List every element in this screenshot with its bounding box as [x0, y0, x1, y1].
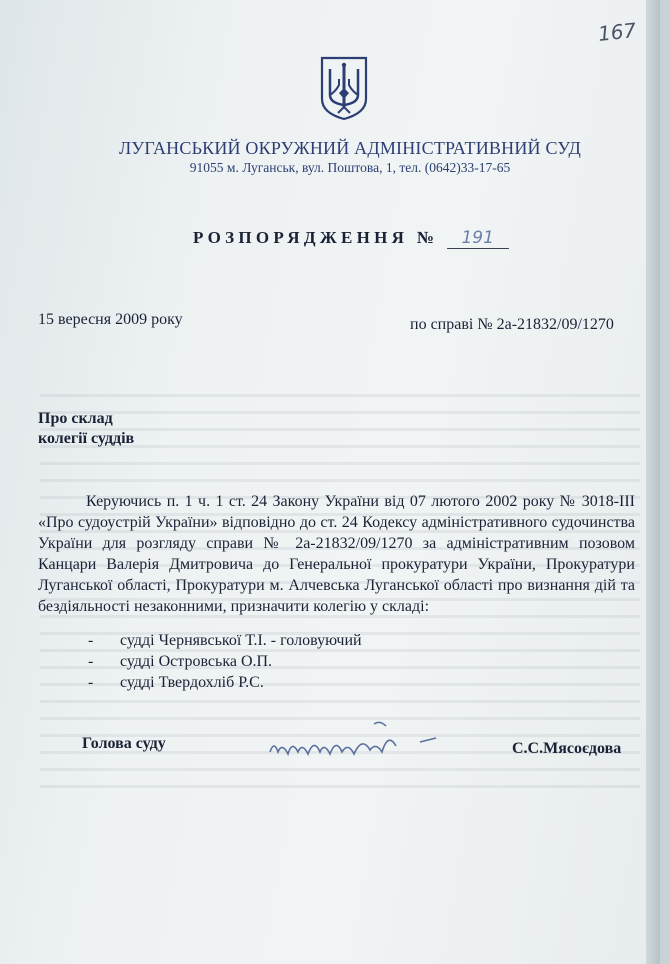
judge-name: судді Твердохліб Р.С.	[120, 674, 264, 691]
signoff-name: С.С.Мясоєдова	[512, 740, 622, 757]
list-item	[88, 672, 362, 693]
court-name: ЛУГАНСЬКИЙ ОКРУЖНИЙ АДМІНІСТРАТИВНИЙ СУД	[118, 138, 582, 158]
judge-name: судді Чернявської Т.І. - головуючий	[120, 632, 362, 649]
judges-list	[88, 630, 362, 693]
document-date: 15 вересня 2009 року	[38, 311, 183, 328]
list-item	[88, 651, 362, 672]
trident-coat-of-arms-icon	[319, 55, 369, 121]
subject-line-2: колегії суддів	[38, 430, 135, 447]
court-address: 91055 м. Луганськ, вул. Поштова, 1, тел. (0642)33-17-65	[189, 160, 511, 175]
subject-line-1: Про склад	[38, 410, 113, 427]
case-number: по справі № 2а-21832/09/1270	[410, 316, 614, 333]
list-marker: -	[88, 632, 94, 649]
title-label: РОЗПОРЯДЖЕННЯ №	[193, 228, 439, 247]
list-marker: -	[88, 674, 94, 691]
list-marker: -	[88, 653, 94, 670]
body-paragraph	[38, 491, 635, 617]
handwritten-page-number: 167	[596, 18, 638, 46]
subject-heading	[38, 409, 134, 449]
order-number: 191	[447, 228, 509, 249]
signoff-role: Голова суду	[82, 735, 166, 752]
document-title	[193, 228, 509, 249]
body-paragraph-text: Керуючись п. 1 ч. 1 ст. 24 Закону України від 07 лютого 2002 року № 3018-III «Про судоустрій України» відповідно до ст. 24 Кодексу адміністративного судочинства України для розгляду справи № 2а-21832/09/1270 за адміністративним позовом Канцари Валерія Дмитровича до Генеральної прокуратури України, Прокуратури Луганської області, Прокуратури м. Алчевська Луганської області про визнання дій та бездіяльності незаконними, призначити колегію у складі:	[38, 493, 635, 615]
handwritten-signature	[262, 712, 442, 772]
list-item	[88, 630, 362, 651]
judge-name: судді Островська О.П.	[120, 653, 273, 670]
